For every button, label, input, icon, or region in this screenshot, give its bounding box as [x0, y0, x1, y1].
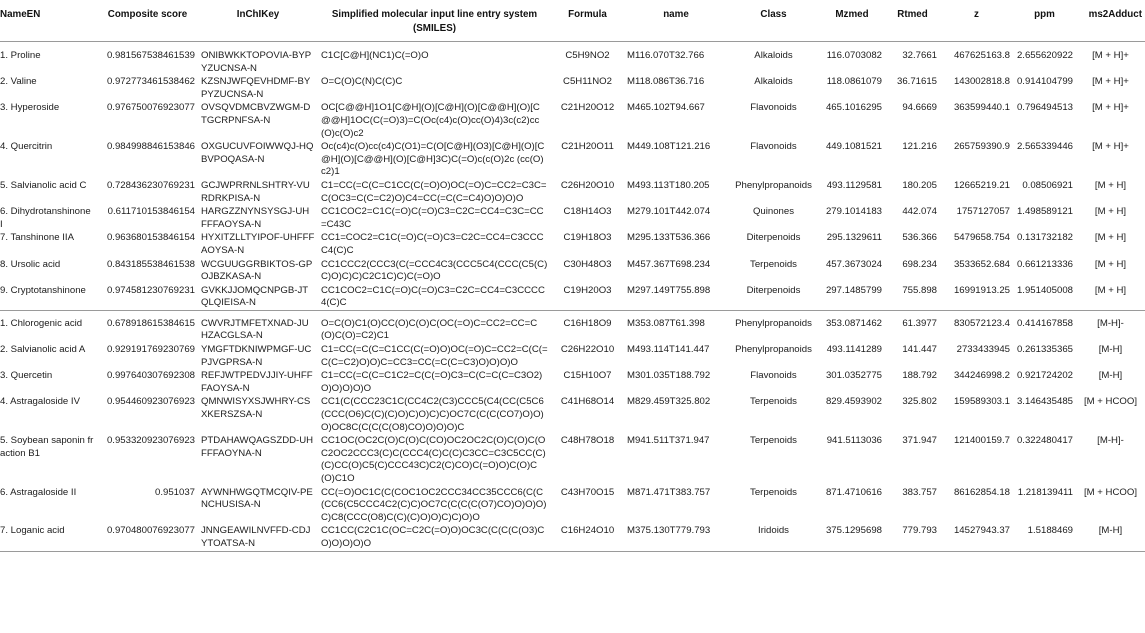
feature-name-cell: M871.471T383.757: [627, 486, 711, 498]
feature-name-cell: M118.086T36.716: [627, 76, 705, 88]
compound-class-cell: Flavonoids: [750, 141, 797, 153]
ppm-cell: 1.218139411: [1017, 486, 1073, 498]
compound-class-cell: Terpenoids: [750, 396, 797, 408]
ms2-adduct-cell: [M-H]: [1098, 370, 1123, 382]
composite-score-cell: 0.976750076923077: [106, 102, 195, 114]
rtmed-cell: 180.205: [902, 179, 937, 191]
z-value-cell: 121400159.7: [953, 435, 1010, 447]
ppm-cell: 3.146435485: [1016, 396, 1073, 408]
smiles-cell: C1=CC(=C(C=C1CC(C(=O)O)OC(=O)C=CC2=C(C(=C(C=C2)O)O)C=CC3=CC(=C(C=C3)O)O)O)O: [321, 344, 548, 368]
compound-name-en-cell: 1. Proline: [0, 50, 41, 61]
z-value-cell: 16991913.25: [953, 284, 1010, 296]
header-name: name: [624, 0, 728, 42]
inchikey-cell: REFJWTPEDVJJIY-UHFFFAOYSA-N: [201, 370, 313, 394]
compound-class-cell: Terpenoids: [750, 486, 797, 498]
table-row: [0, 434, 1145, 485]
formula-cell: C5H11NO2: [563, 76, 612, 88]
composite-score-cell: 0.997640307692308: [106, 370, 195, 382]
inchikey-cell: OXGUCUVFOIWWQJ-HQBVPOQASA-N: [201, 141, 314, 165]
smiles-cell: O=C(O)C(N)C(C)C: [321, 76, 403, 88]
ppm-cell: 0.322480417: [1016, 435, 1073, 447]
rtmed-cell: 188.792: [902, 370, 937, 382]
z-value-cell: 830572123.4: [940, 310, 1013, 343]
ms2-adduct-cell: [M + H]: [1094, 232, 1127, 244]
rtmed-cell: 61.3977: [885, 310, 940, 343]
mzmed-cell: 449.1081521: [825, 141, 882, 153]
z-value-cell: 3533652.684: [953, 258, 1010, 270]
compound-name-en-cell: 6. Dihydrotanshinone I: [0, 206, 91, 230]
compound-class-cell: Phenylpropanoids: [735, 344, 812, 356]
compound-name-en-cell: 9. Cryptotanshinone: [0, 284, 86, 296]
smiles-cell: CC(=O)OC1C(C(COC1OC2CCC34CC35CCC6(C(C(CC6(C5CCC4C2(C)C)OC7C(C(C(C(O7)CO)O)O)O)C)C8(CCC(O8)C(C)(C)O)O)C)C)O)O: [321, 486, 547, 523]
header-inchikey: InChIKey: [198, 0, 318, 42]
rtmed-cell: 698.234: [902, 258, 937, 270]
rtmed-cell: 36.71615: [896, 76, 937, 88]
compound-name-en-cell: 8. Ursolic acid: [0, 258, 61, 270]
mzmed-cell: 118.0861079: [826, 76, 882, 88]
smiles-cell: CC1COC2=C1C(=O)C(=O)C3=C2C=CC4=C3C=CC=C43C: [321, 206, 544, 230]
header-ms2adduct: ms2Adduct: [1076, 0, 1145, 42]
ppm-cell: 0.661213336: [1016, 258, 1073, 270]
z-value-cell: 344246998.2: [953, 370, 1010, 382]
ppm-cell: 0.914104799: [1016, 76, 1073, 88]
compound-class-cell: Terpenoids: [750, 258, 797, 270]
ms2-adduct-cell: [M + H]+: [1092, 141, 1129, 153]
compound-name-en-cell: 7. Loganic acid: [0, 524, 97, 551]
feature-name-cell: M829.459T325.802: [627, 396, 711, 408]
inchikey-cell: WCGUUGGRBIKTOS-GPOJBZKASA-N: [201, 258, 313, 283]
ms2-adduct-cell: [M + H]+: [1092, 76, 1129, 88]
inchikey-cell: KZSNJWFQEVHDMF-BYPYZUCNSA-N: [201, 76, 311, 100]
header-smiles: Simplified molecular input line entry system (SMILES): [318, 0, 551, 42]
smiles-cell: C1=CC(=C(C=C1C2=C(C(=O)C3=C(C=C(C=C3O2)O)O)O)O)O: [321, 370, 543, 394]
composite-score-cell: 0.951037: [154, 486, 195, 498]
ppm-cell: 0.261335365: [1016, 344, 1073, 356]
z-value-cell: 363599440.1: [953, 102, 1010, 114]
compound-name-en-cell: 3. Hyperoside: [0, 102, 60, 114]
compound-class-cell: Iridoids: [728, 524, 819, 551]
table-header: [0, 0, 1145, 42]
mzmed-cell: 279.1014183: [825, 206, 882, 218]
mzmed-cell: 493.1129581: [826, 179, 882, 191]
smiles-cell: C1=CC(=C(C=C1CC(C(=O)O)OC(=O)C=CC2=C3C=C(OC3=C(C=C2)O)C4=CC(=C(C=C4)O)O)O)O: [321, 179, 547, 204]
compound-name-en-cell: 1. Chlorogenic acid: [0, 310, 97, 343]
formula-cell: C18H14O3: [563, 206, 612, 218]
feature-name-cell: M297.149T755.898: [627, 284, 711, 296]
inchikey-cell: YMGFTDKNIWPMGF-UCPJVGPRSA-N: [201, 344, 312, 368]
header-row: [0, 0, 1145, 42]
rtmed-cell: 779.793: [885, 524, 940, 551]
z-value-cell: 14527943.37: [940, 524, 1013, 551]
rtmed-cell: 383.757: [902, 486, 937, 498]
compound-name-en-cell: 5. Soybean saponin fraction B1: [0, 435, 94, 459]
ms2-adduct-cell: [M + H]: [1094, 206, 1127, 218]
compound-name-en-cell: 4. Quercitrin: [0, 141, 53, 153]
smiles-cell: CC1CCC2(CCC3(C(=CCC4C3(CCC5C4(CCC(C5(C)C)O)C)C)C2C1C)C)C(=O)O: [321, 258, 548, 283]
compound-name-en-cell: 3. Quercetin: [0, 370, 53, 382]
table-row: [0, 369, 1145, 395]
ms2-adduct-cell: [M + HCOO]: [1083, 396, 1138, 408]
smiles-cell: OC[C@@H]1O1[C@H](O)[C@H](O)[C@@H](O)[C@@H]1OC(C(=O)3)=C(Oc(c4)c(O)cc(O)4)3c(c2)cc(O)c(O)c2: [321, 102, 540, 139]
compound-name-en-cell: 5. Salvianolic acid C: [0, 179, 87, 191]
rtmed-cell: 371.947: [902, 435, 937, 447]
formula-cell: C21H20O11: [561, 141, 614, 153]
composite-score-cell: 0.843185538461538: [106, 258, 195, 270]
formula-cell: C16H18O9: [551, 310, 624, 343]
rtmed-cell: 755.898: [902, 284, 937, 296]
composite-score-cell: 0.970480076923077: [97, 524, 198, 551]
ms2-adduct-cell: [M-H]-: [1076, 310, 1145, 343]
ms2-adduct-cell: [M-H]: [1098, 344, 1123, 356]
composite-score-cell: 0.929191769230769: [106, 344, 195, 356]
inchikey-cell: GVKKJJOMQCNPGB-JTQLQIEISA-N: [201, 284, 309, 309]
feature-name-cell: M449.108T121.216: [627, 141, 711, 153]
smiles-cell: O=C(O)C1(O)CC(O)C(O)C(OC(=O)C=CC2=CC=C(O)C(O)=C2)C1: [318, 310, 551, 343]
table-row: [0, 524, 1145, 551]
composite-score-cell: 0.728436230769231: [106, 179, 195, 191]
ms2-adduct-cell: [M + H]+: [1092, 102, 1129, 114]
rtmed-cell: 325.802: [902, 396, 937, 408]
composite-score-cell: 0.954460923076923: [106, 396, 195, 408]
compound-name-en-cell: 2. Salvianolic acid A: [0, 344, 86, 356]
ms2-adduct-cell: [M + HCOO]: [1083, 486, 1138, 498]
feature-name-cell: M116.070T32.766: [627, 50, 705, 61]
ppm-cell: 1.498589121: [1016, 206, 1073, 218]
inchikey-cell: HYXITZLLTYIPOF-UHFFFAOYSA-N: [201, 232, 315, 256]
smiles-cell: Oc(c4)c(O)cc(c4)C(O1)=C(O[C@H](O3)[C@H](O)[C@H](O)[C@@H](O)[C@H]3C)C(=O)c(c(O)2c (cc(O)c2)1: [321, 141, 545, 178]
compound-class-cell: Alkaloids: [754, 76, 793, 88]
z-value-cell: 86162854.18: [953, 486, 1010, 498]
mzmed-cell: 465.1016295: [825, 102, 882, 114]
z-value-cell: 143002818.8: [953, 76, 1010, 88]
z-value-cell: 2733433945: [956, 344, 1010, 356]
header-z: z: [940, 0, 1013, 42]
table-row: [0, 140, 1145, 179]
compound-class-cell: Alkaloids: [754, 50, 793, 61]
header-mzmed: Mzmed: [819, 0, 885, 42]
formula-cell: C26H22O10: [560, 344, 615, 356]
feature-name-cell: M301.035T188.792: [627, 370, 711, 382]
smiles-cell: CC1COC2=C1C(=O)C(=O)C3=C2C=CC4=C3CCCC4(C)C: [321, 284, 545, 309]
smiles-cell: CC1(C(CCC23C1C(CC4C2(C3)CCC5(C4(CC(C5C6(CCC(O6)C(C)(C)O)C)O)C)C)OC7C(C(C(CO7)O)O)O)OC8C(C(C(C(O8)CO)O)O)O)C: [321, 396, 544, 433]
inchikey-cell: AYWNHWGQTMCQIV-PENCHUSISA-N: [201, 486, 313, 511]
table-row: [0, 486, 1145, 525]
formula-cell: C41H68O14: [560, 396, 615, 408]
ms2-adduct-cell: [M + H]+: [1092, 50, 1129, 61]
composite-score-cell: 0.981567538461539: [106, 50, 195, 61]
table-row: [0, 310, 1145, 343]
header-class: Class: [728, 0, 819, 42]
table-row: [0, 101, 1145, 140]
ppm-cell: 2.655620922: [1016, 50, 1073, 61]
inchikey-cell: OVSQVDMCBVZWGM-DTGCRPNFSA-N: [201, 102, 311, 126]
inchikey-cell: PTDAHAWQAGSZDD-UHFFFAOYNA-N: [201, 435, 314, 459]
feature-name-cell: M295.133T536.366: [627, 232, 711, 244]
header-ppm: ppm: [1013, 0, 1076, 42]
ms2-adduct-cell: [M + H]: [1094, 179, 1127, 191]
compound-class-cell: Quinones: [752, 206, 795, 218]
inchikey-cell: GCJWPRRNLSHTRY-VURDRKPISA-N: [201, 179, 310, 204]
ms2-adduct-cell: [M-H]: [1076, 524, 1145, 551]
compound-class-cell: Diterpenoids: [746, 232, 801, 244]
composite-score-cell: 0.678918615384615: [97, 310, 198, 343]
compound-name-en-cell: 7. Tanshinone IIA: [0, 232, 74, 244]
rtmed-cell: 536.366: [902, 232, 937, 244]
z-value-cell: 467625163.8: [953, 50, 1010, 61]
mzmed-cell: 457.3673024: [825, 258, 882, 270]
compound-class-cell: Diterpenoids: [746, 284, 801, 296]
smiles-cell: CC1CC(C2C1C(OC=C2C(=O)O)OC3C(C(C(C(O3)CO)O)O)O)O: [318, 524, 551, 551]
header-rtmed: Rtmed: [885, 0, 940, 42]
feature-name-cell: M353.087T61.398: [624, 310, 728, 343]
table-row: [0, 42, 1145, 76]
mzmed-cell: 353.0871462: [819, 310, 885, 343]
compound-name-en-cell: 6. Astragaloside II: [0, 486, 77, 498]
z-value-cell: 1757127057: [956, 206, 1010, 218]
formula-cell: C48H78O18: [560, 435, 615, 447]
table-row: [0, 284, 1145, 311]
table-row: [0, 258, 1145, 284]
table-row: [0, 179, 1145, 205]
compound-class-cell: Flavonoids: [750, 102, 797, 114]
table-row: [0, 231, 1145, 257]
header-composite-score: Composite score: [97, 0, 198, 42]
smiles-cell: CC1OC(OC2C(O)C(O)C(CO)OC2OC2C(O)C(O)C(OC2OC2CCC3(C)C(CCC4(C)C(C)C3CC=C3C5CC(C)(C)CC(O)C5(C)CCC43C)C2(C)CO)C(=O)O)C(O)C(O)C1O: [321, 435, 546, 484]
feature-name-cell: M279.101T442.074: [627, 206, 711, 218]
inchikey-cell: HARGZZNYNSYSGJ-UHFFFAOYSA-N: [201, 206, 310, 230]
feature-name-cell: M941.511T371.947: [627, 435, 710, 447]
feature-name-cell: M457.367T698.234: [627, 258, 711, 270]
composite-score-cell: 0.611710153846154: [107, 206, 195, 218]
composite-score-cell: 0.984998846153846: [106, 141, 195, 153]
mzmed-cell: 941.5113036: [826, 435, 882, 447]
formula-cell: C43H70O15: [560, 486, 615, 498]
formula-cell: C21H20O12: [560, 102, 615, 114]
rtmed-cell: 141.447: [902, 344, 937, 356]
ms2-adduct-cell: [M + H]: [1094, 258, 1127, 270]
compound-class-cell: Terpenoids: [750, 435, 797, 447]
ppm-cell: 0.414167858: [1013, 310, 1076, 343]
ms2-adduct-cell: [M-H]-: [1097, 435, 1124, 447]
formula-cell: C16H24O10: [551, 524, 624, 551]
header-formula: Formula: [551, 0, 624, 42]
ppm-cell: 0.796494513: [1016, 102, 1073, 114]
z-value-cell: 5479658.754: [953, 232, 1010, 244]
mzmed-cell: 493.1141289: [826, 344, 882, 356]
ppm-cell: 1.951405008: [1016, 284, 1073, 296]
rtmed-cell: 121.216: [902, 141, 937, 153]
ppm-cell: 0.921724202: [1016, 370, 1073, 382]
table-row: [0, 75, 1145, 101]
formula-cell: C15H10O7: [563, 370, 612, 382]
mzmed-cell: 871.4710616: [825, 486, 882, 498]
feature-name-cell: M465.102T94.667: [627, 102, 705, 114]
inchikey-cell: JNNGEAWILNVFFD-CDJYTOATSA-N: [198, 524, 318, 551]
mzmed-cell: 116.0703082: [826, 50, 882, 61]
composite-score-cell: 0.963680153846154: [106, 232, 195, 244]
ms2-adduct-cell: [M + H]: [1094, 284, 1127, 296]
compound-name-en-cell: 4. Astragaloside IV: [0, 396, 80, 408]
rtmed-cell: 442.074: [902, 206, 937, 218]
table-body: [0, 42, 1145, 552]
rtmed-cell: 94.6669: [902, 102, 937, 114]
feature-name-cell: M493.113T180.205: [627, 179, 710, 191]
formula-cell: C30H48O3: [563, 258, 612, 270]
inchikey-cell: QMNWISYXSJWHRY-CSXKERSZSA-N: [201, 396, 311, 421]
ppm-cell: 0.08506921: [1022, 179, 1073, 191]
ppm-cell: 1.5188469: [1013, 524, 1076, 551]
composite-score-cell: 0.972773461538462: [106, 76, 195, 88]
table-row: [0, 395, 1145, 434]
composite-score-cell: 0.974581230769231: [106, 284, 195, 296]
formula-cell: C5H9NO2: [565, 50, 610, 61]
ppm-cell: 2.565339446: [1016, 141, 1073, 153]
table-row: [0, 343, 1145, 369]
feature-name-cell: M493.114T141.447: [627, 344, 710, 356]
composite-score-cell: 0.953320923076923: [106, 435, 195, 447]
feature-name-cell: M375.130T779.793: [624, 524, 728, 551]
z-value-cell: 12665219.21: [953, 179, 1010, 191]
table-row: [0, 205, 1145, 231]
mzmed-cell: 301.0352775: [825, 370, 882, 382]
formula-cell: C26H20O10: [560, 179, 615, 191]
compound-class-cell: Phenylpropanoids: [735, 179, 812, 191]
inchikey-cell: ONIBWKKTOPOVIA-BYPYZUCNSA-N: [201, 50, 312, 74]
mzmed-cell: 295.1329611: [826, 232, 882, 244]
compound-class-cell: Flavonoids: [750, 370, 797, 382]
mzmed-cell: 297.1485799: [825, 284, 882, 296]
ppm-cell: 0.131732182: [1016, 232, 1073, 244]
mzmed-cell: 375.1295698: [819, 524, 885, 551]
smiles-cell: C1C[C@H](NC1)C(=O)O: [321, 50, 429, 61]
header-name-en: NameEN: [0, 0, 97, 42]
compound-class-cell: Phenylpropanoids: [728, 310, 819, 343]
smiles-cell: CC1=COC2=C1C(=O)C(=O)C3=C2C=CC4=C3CCCC4(C)C: [321, 232, 544, 256]
rtmed-cell: 32.7661: [902, 50, 937, 61]
inchikey-cell: CWVRJTMFETXNAD-JUHZACGLSA-N: [198, 310, 318, 343]
formula-cell: C19H20O3: [563, 284, 612, 296]
z-value-cell: 159589303.1: [953, 396, 1010, 408]
mzmed-cell: 829.4593902: [825, 396, 882, 408]
compound-name-en-cell: 2. Valine: [0, 76, 37, 88]
z-value-cell: 265759390.9: [953, 141, 1010, 153]
formula-cell: C19H18O3: [563, 232, 612, 244]
